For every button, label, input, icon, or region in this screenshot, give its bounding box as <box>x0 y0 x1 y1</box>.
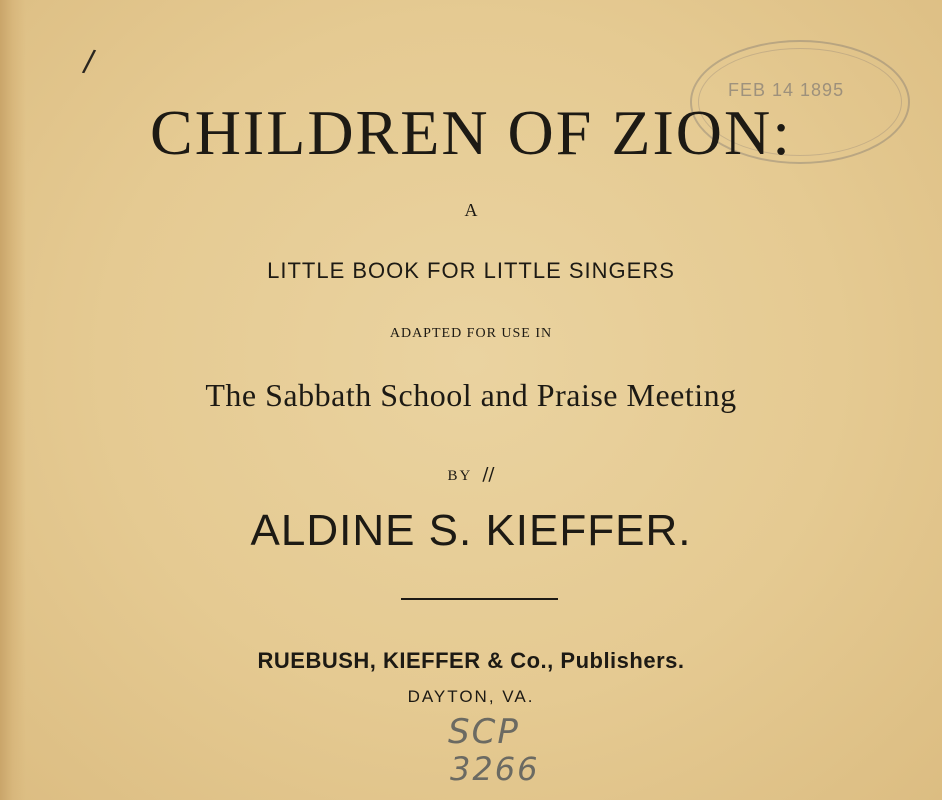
adapted-text: ADAPTED FOR USE IN <box>389 326 553 341</box>
publisher-place: DAYTON, VA. <box>407 687 535 706</box>
article-text: A <box>464 200 478 220</box>
author-name: ALDINE S. KIEFFER. <box>250 506 692 555</box>
book-title: CHILDREN OF ZION: <box>150 97 792 168</box>
pen-mark: / <box>81 43 98 80</box>
handwritten-call-number: 3266 <box>450 750 540 788</box>
divider-rule <box>401 598 558 600</box>
use-line: The Sabbath School and Praise Meeting <box>205 377 737 413</box>
by-label: BY <box>447 468 473 484</box>
handwritten-call-letters: SCP <box>448 712 520 752</box>
book-subtitle: LITTLE BOOK FOR LITTLE SINGERS <box>267 258 675 283</box>
stamp-date: FEB 14 1895 <box>728 80 845 100</box>
check-mark-icon: // <box>482 464 495 485</box>
by-line <box>0 464 942 485</box>
publisher-name: RUEBUSH, KIEFFER & Co., Publishers. <box>257 648 685 673</box>
